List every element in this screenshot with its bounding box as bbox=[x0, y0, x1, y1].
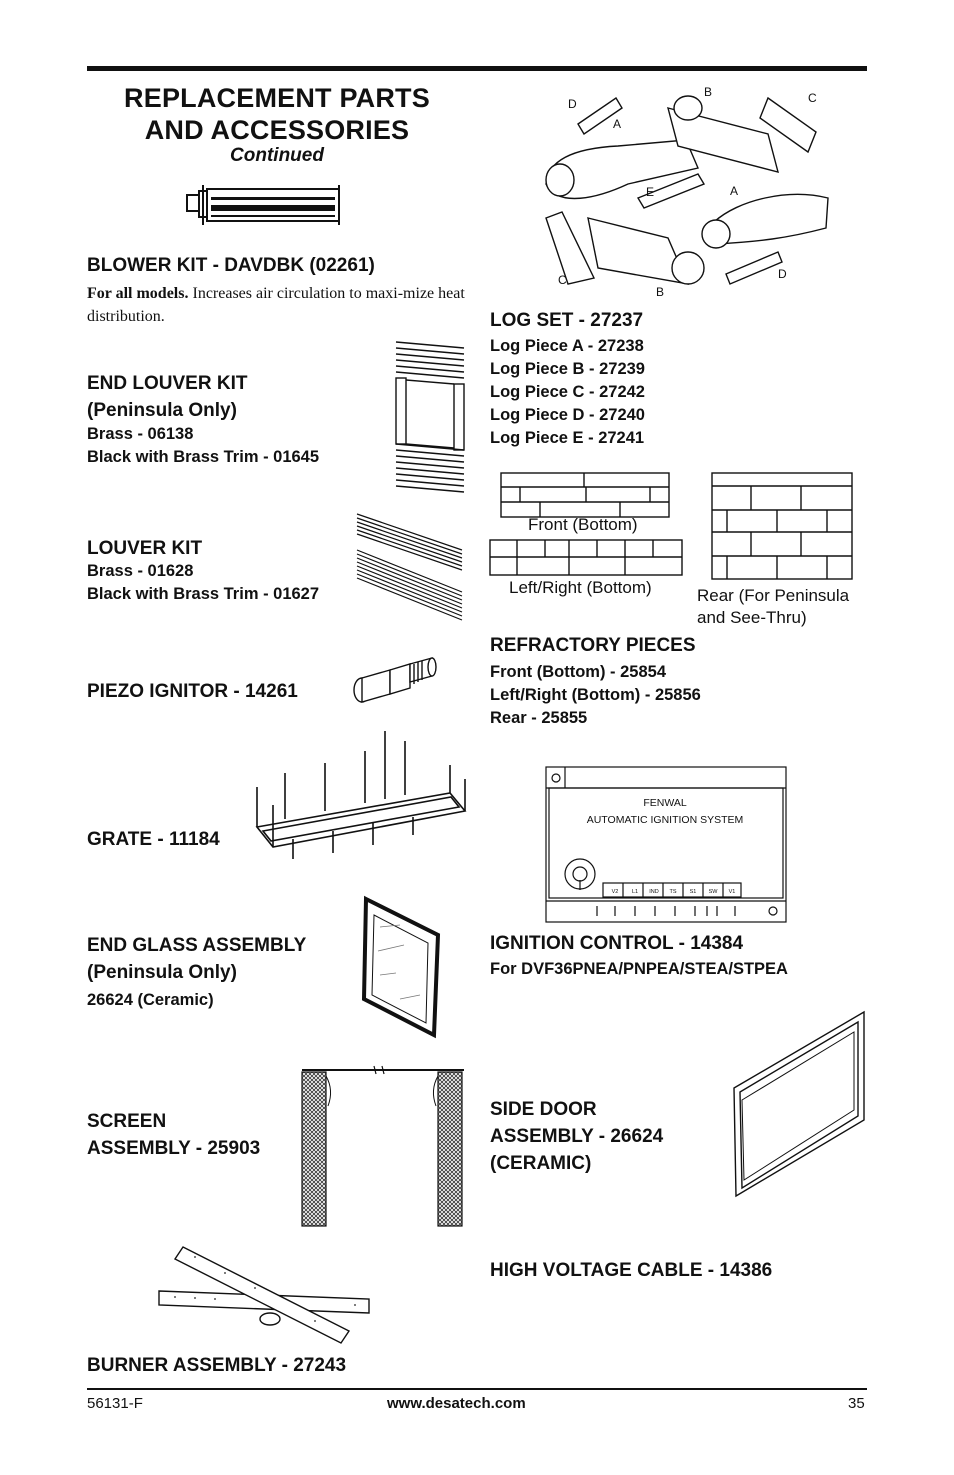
website-link[interactable]: www.desatech.com bbox=[387, 1395, 526, 1412]
terminal-label: S1 bbox=[689, 889, 697, 895]
burner-assembly-heading: BURNER ASSEMBLY - 27243 bbox=[87, 1355, 347, 1376]
refractory-heading: REFRACTORY PIECES bbox=[490, 635, 696, 656]
log-letter: C bbox=[808, 91, 817, 105]
log-piece: Log Piece D - 27240 bbox=[490, 406, 645, 424]
high-voltage-cable-heading: HIGH VOLTAGE CABLE - 14386 bbox=[490, 1260, 773, 1281]
side-door-heading: SIDE DOOR ASSEMBLY - 26624 (CERAMIC) bbox=[490, 1099, 664, 1174]
log-set-illustration bbox=[538, 85, 838, 299]
refractory-side-illustration bbox=[489, 539, 684, 577]
louver-kit-illustration bbox=[352, 510, 467, 630]
document-number: 56131-F bbox=[87, 1395, 143, 1412]
piezo-ignitor-heading: PIEZO IGNITOR - 14261 bbox=[87, 681, 298, 702]
terminal-label: SW bbox=[708, 889, 718, 895]
piezo-ignitor-illustration bbox=[350, 650, 440, 710]
end-glass-heading: END GLASS ASSEMBLY (Peninsula Only) bbox=[87, 935, 307, 983]
ignition-control-models: For DVF36PNEA/PNPEA/STEA/STPEA bbox=[490, 960, 788, 978]
terminal-label: V1 bbox=[728, 889, 736, 895]
blower-kit-illustration bbox=[185, 183, 350, 233]
top-rule bbox=[87, 66, 867, 71]
screen-heading: SCREEN ASSEMBLY - 25903 bbox=[87, 1111, 261, 1159]
burner-assembly-illustration bbox=[155, 1243, 380, 1353]
log-letter: E bbox=[646, 185, 655, 199]
screen-illustration bbox=[298, 1062, 468, 1230]
end-louver-items: Brass - 06138 Black with Brass Trim - 01645 bbox=[87, 425, 320, 466]
log-letter: D bbox=[778, 267, 787, 281]
refractory-rear-illustration bbox=[711, 472, 853, 582]
ignition-system: AUTOMATIC IGNITION SYSTEM bbox=[586, 814, 744, 826]
terminal-label: TS bbox=[669, 889, 677, 895]
end-glass-illustration bbox=[360, 895, 445, 1040]
terminal-label: V2 bbox=[611, 889, 619, 895]
side-door-illustration bbox=[730, 1010, 870, 1200]
refractory-rear-label: Rear (For Peninsula and See-Thru) bbox=[697, 586, 850, 627]
blower-kit-description: For all models. Increases air circulation to maxi-mize heat distribution. bbox=[87, 285, 465, 325]
end-glass-item: 26624 (Ceramic) bbox=[87, 991, 214, 1009]
log-set-items bbox=[490, 335, 645, 450]
refractory-side-label: Left/Right (Bottom) bbox=[509, 578, 652, 597]
page-number: 35 bbox=[848, 1395, 865, 1412]
end-louver-illustration bbox=[392, 340, 467, 500]
refractory-items bbox=[490, 661, 701, 730]
refractory-item: Rear - 25855 bbox=[490, 709, 588, 727]
refractory-item: Front (Bottom) - 25854 bbox=[490, 663, 667, 681]
end-louver-heading: END LOUVER KIT (Peninsula Only) bbox=[87, 373, 248, 421]
ignition-control-illustration bbox=[545, 766, 787, 924]
grate-heading: GRATE - 11184 bbox=[87, 829, 220, 850]
log-letter: B bbox=[704, 85, 713, 99]
log-piece: Log Piece E - 27241 bbox=[490, 429, 645, 447]
grate-illustration bbox=[245, 727, 470, 877]
log-letter: B bbox=[656, 285, 665, 299]
log-piece: Log Piece C - 27242 bbox=[490, 383, 645, 401]
ignition-control-heading: IGNITION CONTROL - 14384 bbox=[490, 933, 744, 954]
bottom-rule bbox=[87, 1388, 867, 1390]
page-title: REPLACEMENT PARTS AND ACCESSORIES bbox=[124, 83, 430, 145]
log-piece: Log Piece A - 27238 bbox=[490, 337, 644, 355]
terminal-label: IND bbox=[649, 889, 659, 895]
log-letter: A bbox=[730, 184, 739, 198]
blower-kit-heading: BLOWER KIT - DAVDBK (02261) bbox=[87, 255, 375, 276]
terminal-label: L1 bbox=[631, 889, 639, 895]
log-piece: Log Piece B - 27239 bbox=[490, 360, 645, 378]
page-subtitle: Continued bbox=[230, 145, 324, 166]
refractory-front-label: Front (Bottom) bbox=[528, 515, 638, 534]
refractory-front-illustration bbox=[500, 472, 670, 518]
refractory-item: Left/Right (Bottom) - 25856 bbox=[490, 686, 701, 704]
log-letter: A bbox=[613, 117, 622, 131]
ignition-brand: FENWAL bbox=[643, 797, 687, 809]
log-letter: C bbox=[558, 273, 567, 287]
louver-kit-heading: LOUVER KIT bbox=[87, 538, 203, 559]
log-set-heading: LOG SET - 27237 bbox=[490, 310, 644, 331]
louver-kit-items: Brass - 01628 Black with Brass Trim - 01627 bbox=[87, 562, 320, 603]
log-letter: D bbox=[568, 97, 577, 111]
